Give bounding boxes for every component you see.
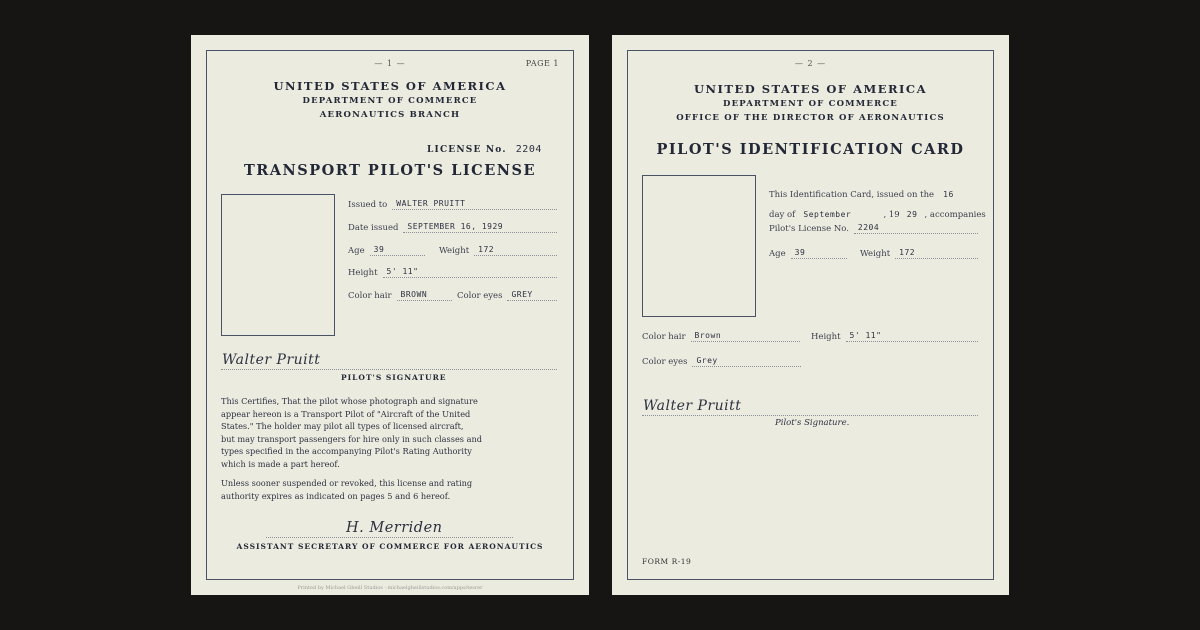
- header-country: UNITED STATES OF AMERICA: [273, 79, 507, 93]
- official-caption: ASSISTANT SECRETARY OF COMMERCE FOR AERONAUTICS: [236, 542, 544, 551]
- color-hair-value: BROWN: [400, 290, 428, 299]
- photo-placeholder: [642, 175, 756, 317]
- issued-year-value: 29: [906, 210, 918, 219]
- official-signature: H. Merriden: [346, 520, 443, 536]
- license-number-value: 2204: [515, 144, 542, 155]
- height-field: Height 5' 11": [811, 328, 978, 342]
- signature-line: [642, 415, 978, 416]
- height-value: 5' 11": [849, 331, 882, 340]
- age-value: 39: [794, 248, 806, 257]
- license-number-label: LICENSE No.: [427, 145, 507, 155]
- height-field: Height 5' 11": [348, 264, 557, 278]
- pilot-signature: Walter Pruitt: [643, 398, 742, 414]
- header-office: OFFICE OF THE DIRECTOR OF AERONAUTICS: [676, 113, 945, 123]
- color-hair-field: Color hair BROWN: [348, 287, 452, 301]
- license-page-1: [191, 35, 589, 595]
- license-no-field: Pilot's License No. 2204: [769, 220, 978, 234]
- date-issued-field: Date issued SEPTEMBER 16, 1929: [348, 219, 557, 233]
- header-department: DEPARTMENT OF COMMERCE: [723, 99, 898, 109]
- date-issued-value: SEPTEMBER 16, 1929: [407, 222, 504, 231]
- age-value: 39: [373, 245, 385, 254]
- color-eyes-field: Color eyes GREY: [457, 287, 557, 301]
- weight-field: Weight 172: [860, 245, 978, 259]
- pilot-signature: Walter Pruitt: [222, 352, 321, 368]
- color-eyes-field: Color eyes Grey: [642, 353, 801, 367]
- validity-text: Unless sooner suspended or revoked, this license and rating authority expires as indicated on pages 5 and 6 hereof.: [221, 478, 473, 501]
- page-marker: — 1 —: [374, 59, 406, 68]
- color-hair-field: Color hair Brown: [642, 328, 800, 342]
- signature-caption: Pilot's Signature.: [775, 418, 850, 428]
- weight-field: Weight 172: [439, 242, 557, 256]
- header-country: UNITED STATES OF AMERICA: [694, 82, 927, 96]
- color-eyes-value: GREY: [511, 290, 533, 299]
- printer-note: Printed by Michael Gheill Studios · michaelgheillstudios.com/apps/tesrer: [297, 585, 483, 591]
- header-department: DEPARTMENT OF COMMERCE: [302, 96, 478, 106]
- license-no-value: 2204: [857, 223, 880, 232]
- signature-line: [221, 369, 557, 370]
- header-branch: AERONAUTICS BRANCH: [319, 110, 461, 120]
- certification-text: This Certifies, That the pilot whose photograph and signature appear hereon is a Transport Pilot of "Aircraft of the United States." The holder may pilot all types of licensed aircraft, but may transport passengers for hire only in such classes and types specified in the accompanying Pilot's Rating Authority which is made a part hereof.: [221, 396, 483, 469]
- issued-to-value: WALTER PRUITT: [396, 199, 466, 208]
- issued-on-line: This Identification Card, issued on the 16: [769, 190, 954, 200]
- age-field: Age 39: [769, 245, 847, 259]
- weight-value: 172: [899, 248, 916, 257]
- page-marker: — 2 —: [794, 59, 827, 68]
- page-title: TRANSPORT PILOT'S LICENSE: [243, 162, 537, 179]
- weight-value: 172: [478, 245, 495, 254]
- page-label: PAGE 1: [525, 59, 559, 68]
- color-hair-value: Brown: [694, 331, 722, 340]
- signature-caption: PILOT'S SIGNATURE: [341, 373, 447, 382]
- issued-month-line: day of September , 19 29 , accompanies: [769, 210, 986, 220]
- license-page-2: [612, 35, 1009, 595]
- form-label: FORM R-19: [642, 557, 692, 566]
- issued-day-value: 16: [943, 190, 954, 199]
- issued-month-value: September: [803, 210, 852, 219]
- issued-to-field: Issued to WALTER PRUITT: [348, 196, 557, 210]
- photo-placeholder: [221, 194, 335, 336]
- height-value: 5' 11": [386, 267, 419, 276]
- color-eyes-value: Grey: [696, 356, 718, 365]
- page-title: PILOT'S IDENTIFICATION CARD: [656, 141, 965, 158]
- official-signature-line: [266, 537, 513, 538]
- license-number: [427, 137, 542, 156]
- age-field: Age 39: [348, 242, 425, 256]
